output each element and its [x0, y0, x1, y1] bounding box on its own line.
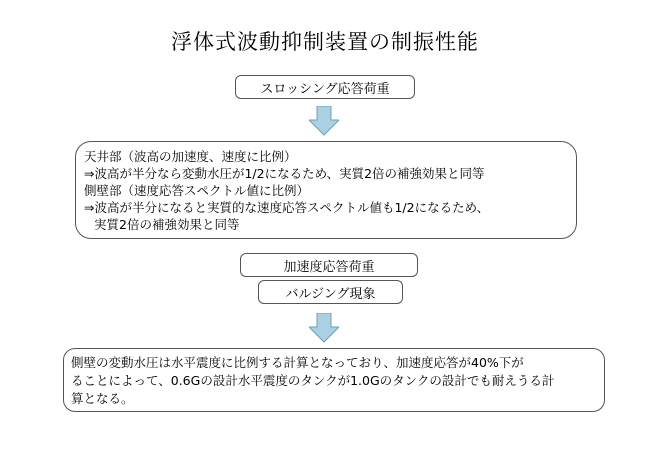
conclusion-line: ることによって、0.6Gの設計水平震度のタンクが1.0Gのタンクの設計でも耐えうる計: [71, 373, 555, 388]
acceleration-load-label: 加速度応答荷重: [283, 259, 375, 275]
acceleration-load-box: [240, 253, 418, 277]
conclusion-box: [63, 348, 605, 412]
sidewall-effect-text: ⇒波高が半分になると実質的な速度応答スペクトル値も1/2になるため、: [84, 200, 490, 215]
conclusion-line: 算となる。: [71, 391, 134, 406]
load-detail-box: [75, 141, 577, 239]
ceiling-effect-text: ⇒波高が半分なら変動水圧が1/2になるため、実質2倍の補強効果と同等: [84, 166, 485, 181]
sloshing-load-box: [235, 75, 415, 99]
page-title: 浮体式波動抑制装置の制振性能: [171, 30, 479, 54]
bulging-label: バルジング現象: [285, 286, 376, 302]
ceiling-heading: 天井部（波高の加速度、速度に比例）: [84, 149, 297, 164]
conclusion-line: 側壁の変動水圧は水平震度に比例する計算となっており、加速度応答が40%下が: [71, 355, 524, 370]
sidewall-heading: 側壁部（速度応答スペクトル値に比例）: [84, 183, 310, 198]
down-arrow-icon: [309, 106, 339, 136]
down-arrow-icon: [309, 313, 339, 343]
bulging-box: [258, 280, 403, 304]
sloshing-load-label: スロッシング応答荷重: [260, 81, 390, 97]
sidewall-effect-text-cont: 実質2倍の補強効果と同等: [94, 217, 240, 232]
